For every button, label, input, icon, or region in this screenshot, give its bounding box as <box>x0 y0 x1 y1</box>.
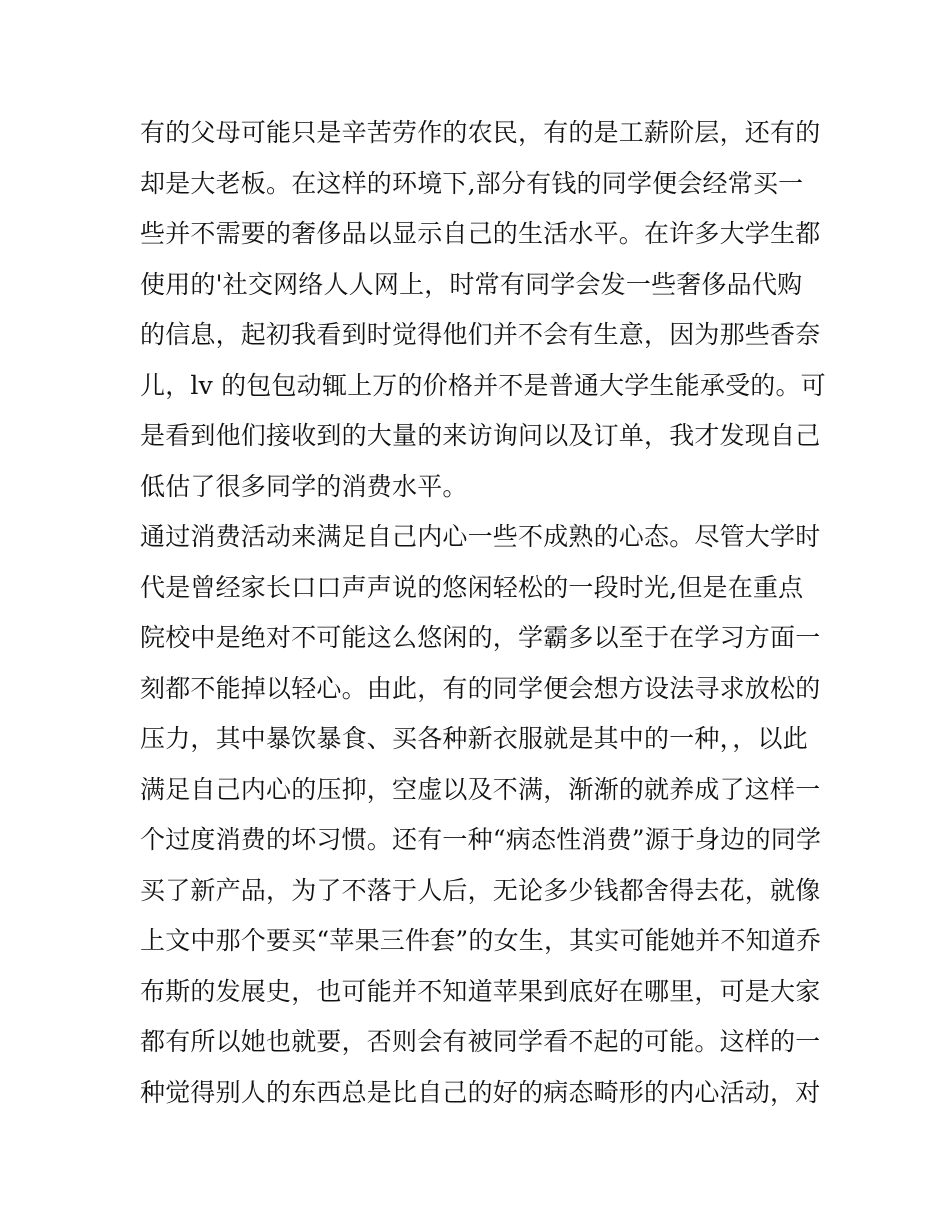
text-line-17: 上文中那个要买“苹果三件套”的女生，其实可能她并不知道乔 <box>140 926 822 955</box>
text-line-3: 些并不需要的奢侈品以显示自己的生活水平。在许多大学生都 <box>140 219 821 248</box>
text-line-6: 儿，lv 的包包动辄上万的价格并不是普通大学生能承受的。可 <box>140 370 826 400</box>
text-line-18: 布斯的发展史，也可能并不知道苹果到底好在哪里，可是大家 <box>140 976 821 1006</box>
text-line-14: 满足自己内心的压抑，空虚以及不满，渐渐的就养成了这样一 <box>140 774 821 804</box>
text-line-4: 使用的'社交网络人人网上，时常有同学会发一些奢侈品代购 <box>140 269 803 299</box>
text-line-11: 院校中是绝对不可能这么悠闲的，学霸多以至于在学习方面一 <box>140 623 821 652</box>
text-line-5: 的信息，起初我看到时觉得他们并不会有生意，因为那些香奈 <box>140 320 821 349</box>
text-line-16: 买了新产品，为了不落于人后，无论多少钱都舍得去花，就像 <box>140 875 821 905</box>
text-line-2: 却是大老板。在这样的环境下,部分有钱的同学便会经常买一 <box>140 168 804 198</box>
text-line-20: 种觉得别人的东西总是比自己的好的病态畸形的内心活动，对 <box>140 1077 821 1107</box>
text-line-19: 都有所以她也就要，否则会有被同学看不起的可能。这样的一 <box>140 1027 821 1056</box>
text-line-10: 代是曾经家长口口声声说的悠闲轻松的一段时光,但是在重点 <box>140 572 804 602</box>
text-line-12: 刻都不能掉以轻心。由此，有的同学便会想方设法寻求放松的 <box>140 673 821 703</box>
text-line-8: 低估了很多同学的消费水平。 <box>140 471 468 501</box>
text-line-13: 压力，其中暴饮暴食、买各种新衣服就是其中的一种，，以此 <box>140 724 808 753</box>
text-line-7: 是看到他们接收到的大量的来访询问以及订单，我才发现自己 <box>140 421 821 450</box>
text-line-15: 个过度消费的坏习惯。还有一种“病态性消费”源于身边的同学 <box>140 825 822 854</box>
body-text <box>140 108 826 1118</box>
text-line-9: 通过消费活动来满足自己内心一些不成熟的心态。尽管大学时 <box>140 522 821 551</box>
text-line-1: 有的父母可能只是辛苦劳作的农民，有的是工薪阶层，还有的 <box>140 118 821 147</box>
